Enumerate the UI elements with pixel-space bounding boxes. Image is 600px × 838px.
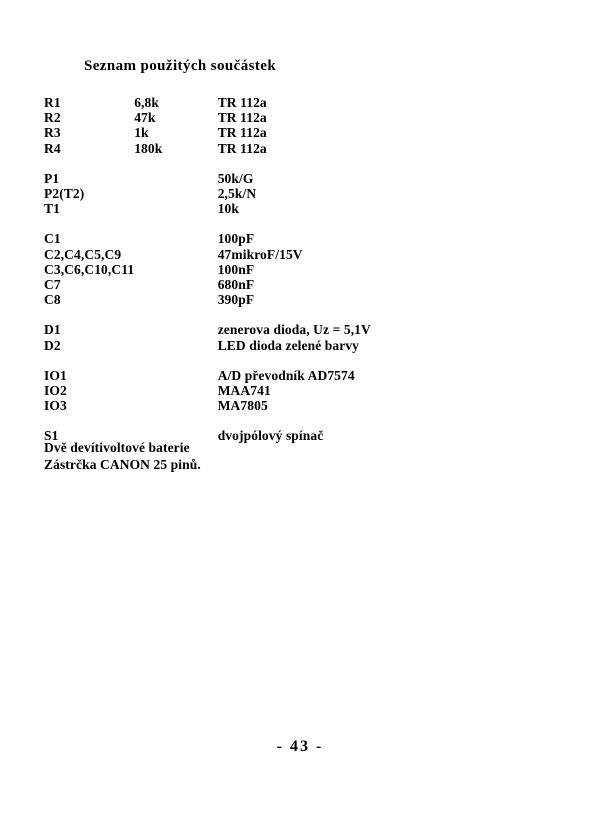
spacer-cell xyxy=(134,307,218,322)
part-description: A/D převodník AD7574 xyxy=(217,367,355,383)
footer-notes xyxy=(44,440,201,473)
table-row xyxy=(44,186,524,201)
part-reference: IO2 xyxy=(44,383,67,399)
part-description: 10k xyxy=(217,201,240,217)
part-reference: C3,C6,C10,C11 xyxy=(44,261,135,277)
table-row xyxy=(44,110,524,125)
spacer-cell xyxy=(44,353,134,368)
part-reference: S1 xyxy=(44,428,59,444)
part-value xyxy=(134,262,218,277)
part-value xyxy=(134,201,218,216)
table-row xyxy=(44,95,524,110)
table-row xyxy=(44,338,524,353)
table-spacer-row xyxy=(44,307,524,322)
part-value xyxy=(134,186,218,201)
part-reference: IO3 xyxy=(44,398,67,414)
table-spacer-row xyxy=(44,216,524,231)
part-value: 47k xyxy=(134,110,156,126)
part-description: 390pF xyxy=(217,292,255,308)
spacer-cell xyxy=(44,413,134,428)
spacer-cell xyxy=(44,216,134,231)
part-reference: D2 xyxy=(44,337,61,353)
part-value: 6,8k xyxy=(134,95,159,110)
table-row xyxy=(44,292,524,307)
table-row xyxy=(44,201,524,216)
part-reference: T1 xyxy=(44,201,60,217)
part-description: 50k/G xyxy=(217,170,254,186)
table-row xyxy=(44,322,524,337)
part-reference: C8 xyxy=(44,292,61,308)
part-description: 100nF xyxy=(217,261,255,277)
table-row xyxy=(44,262,524,277)
parts-list-table xyxy=(44,95,524,444)
part-description: 680nF xyxy=(217,277,255,293)
spacer-cell xyxy=(44,307,134,322)
table-row xyxy=(44,231,524,246)
spacer-cell xyxy=(218,413,524,428)
part-description: TR 112a xyxy=(217,140,267,156)
part-value: 180k xyxy=(134,140,163,156)
note-line: Zástrčka CANON 25 pinů. xyxy=(44,456,201,472)
part-description: dvojpólový spínač xyxy=(217,428,324,444)
part-reference: D1 xyxy=(44,322,61,338)
part-reference: C2,C4,C5,C9 xyxy=(44,246,122,262)
part-reference: P2(T2) xyxy=(44,186,85,202)
table-spacer-row xyxy=(44,156,524,171)
table-row xyxy=(44,398,524,413)
part-description: zenerova dioda, Uz = 5,1V xyxy=(217,322,371,338)
part-description: 100pF xyxy=(217,231,255,247)
part-reference: C1 xyxy=(44,231,61,247)
spacer-cell xyxy=(134,353,218,368)
part-description: TR 112a xyxy=(217,125,267,141)
part-value xyxy=(134,231,218,246)
spacer-cell xyxy=(134,216,218,231)
part-description: TR 112a xyxy=(217,95,267,110)
part-value: 1k xyxy=(134,125,149,141)
part-description: 2,5k/N xyxy=(217,186,257,202)
table-spacer-row xyxy=(44,353,524,368)
part-value xyxy=(134,338,218,353)
table-row xyxy=(44,277,524,292)
part-value xyxy=(134,398,218,413)
part-value xyxy=(134,322,218,337)
part-value xyxy=(134,247,218,262)
table-row xyxy=(44,125,524,140)
part-reference: R1 xyxy=(44,95,61,110)
part-description: TR 112a xyxy=(217,110,267,126)
note-line: Dvě devítivoltové baterie xyxy=(44,440,190,455)
table-row xyxy=(44,171,524,186)
table-row xyxy=(44,141,524,156)
table-row xyxy=(44,247,524,262)
part-value xyxy=(134,171,218,186)
part-value xyxy=(134,383,218,398)
page-number: - 43 - xyxy=(276,738,324,755)
part-value xyxy=(134,277,218,292)
part-value xyxy=(134,292,218,307)
spacer-cell xyxy=(218,307,524,322)
part-description: MAA741 xyxy=(217,383,271,399)
part-reference: R4 xyxy=(44,140,61,156)
part-value xyxy=(134,368,218,383)
spacer-cell xyxy=(134,413,218,428)
spacer-cell xyxy=(218,353,524,368)
part-reference: IO1 xyxy=(44,367,67,383)
table-row xyxy=(44,368,524,383)
table-spacer-row xyxy=(44,413,524,428)
spacer-cell xyxy=(218,156,524,171)
table-row xyxy=(44,383,524,398)
page-title: Seznam použitých součástek xyxy=(84,58,277,74)
part-description: LED dioda zelené barvy xyxy=(217,337,360,353)
part-reference: C7 xyxy=(44,277,61,293)
part-reference: R3 xyxy=(44,125,61,141)
part-description: 47mikroF/15V xyxy=(217,246,303,262)
spacer-cell xyxy=(134,156,218,171)
parts-list-body xyxy=(44,95,524,444)
part-reference: R2 xyxy=(44,110,61,126)
part-reference: P1 xyxy=(44,170,60,186)
part-description: MA7805 xyxy=(217,398,268,414)
spacer-cell xyxy=(44,156,134,171)
spacer-cell xyxy=(218,216,524,231)
